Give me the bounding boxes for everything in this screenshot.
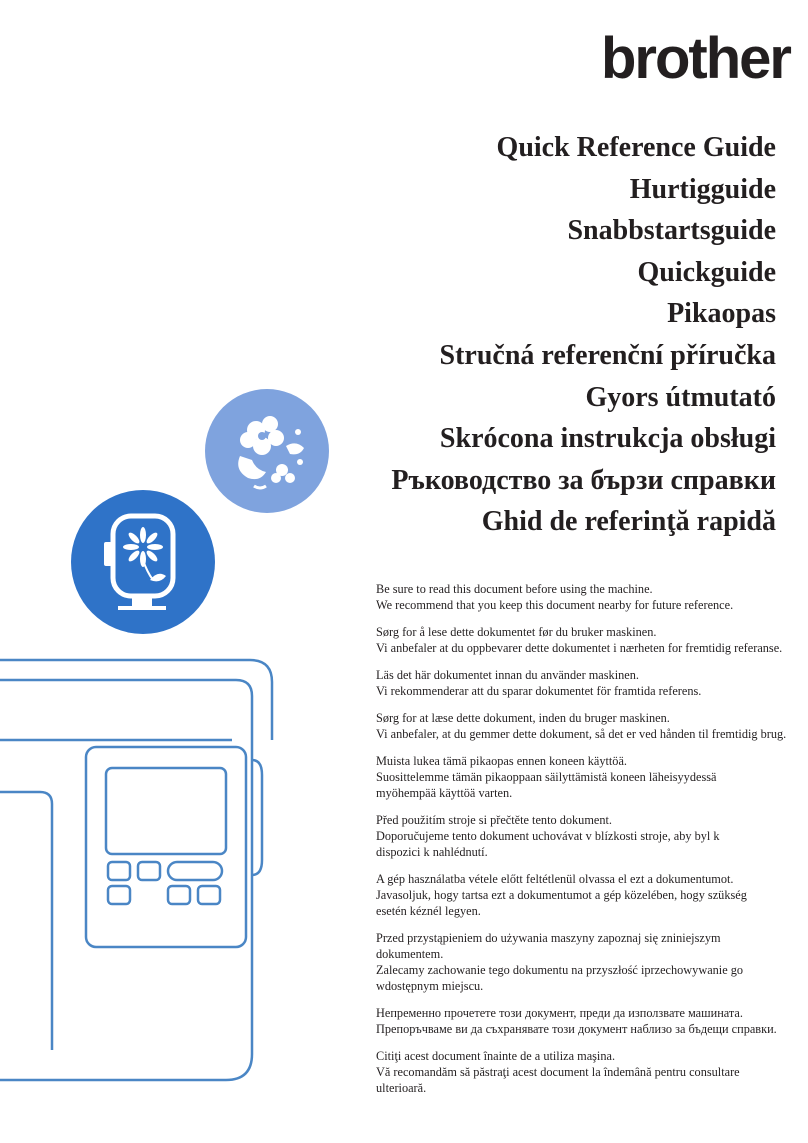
note-line: Zalecamy zachowanie tego dokumentu na przyszłość iprzechowywanie go [376, 963, 744, 977]
note-line: Vi anbefaler, at du gemmer dette dokument, så det er ved hånden til fremtidig brug. [376, 727, 787, 741]
flower-embroidery-icon [205, 389, 329, 513]
note-line: Przed przystąpieniem do używania maszyny zapoznaj się zniniejszym [376, 931, 721, 945]
note-line: A gép használatba vétele előtt feltétlenül olvassa el ezt a dokumentumot. [376, 872, 734, 886]
note-line: Препоръчваме ви да съхранявате този документ наблизо за бъдещи справки. [376, 1022, 777, 1036]
note-line: Vă recomandăm să păstraţi acest document la îndemână pentru consultare [376, 1065, 740, 1079]
note-no [376, 624, 788, 656]
note-line: Vi rekommenderar att du sparar dokumentet för framtida referens. [376, 684, 702, 698]
note-line: Непременно прочетете този документ, преди да използвате машината. [376, 1006, 743, 1020]
note-line: wdostępnym miejscu. [376, 979, 484, 993]
title-cs: Stručná referenční příručka [439, 339, 776, 371]
note-line: Citiţi acest document înainte de a utiliza maşina. [376, 1049, 616, 1063]
note-fi [376, 753, 788, 801]
note-line: Läs det här dokumentet innan du använder maskinen. [376, 668, 639, 682]
embroidery-hoop-icon [71, 490, 215, 634]
note-line: myöhempää käyttöä varten. [376, 786, 513, 800]
title-ro: Ghid de referinţă rapidă [481, 506, 776, 538]
note-bg [376, 1005, 788, 1037]
note-line: dokumentem. [376, 947, 444, 961]
note-line: Vi anbefaler at du oppbevarer dette dokumentet i nærheten for fremtidig referanse. [376, 641, 783, 655]
title-fi: Pikaopas [667, 298, 776, 330]
note-line: We recommend that you keep this document nearby for future reference. [376, 598, 734, 612]
note-line: Doporučujeme tento dokument uchovávat v blízkosti stroje, aby byl k [376, 829, 720, 843]
note-da [376, 710, 788, 742]
usage-notes [376, 581, 788, 1107]
note-line: Muista lukea tämä pikaopas ennen koneen käyttöä. [376, 754, 627, 768]
note-line: Sørg for å lese dette dokumentet før du bruker maskinen. [376, 625, 657, 639]
title-bg: Ръководство за бързи справки [391, 464, 776, 496]
brother-logo: brother [601, 26, 790, 91]
note-hu [376, 871, 788, 919]
title-hu: Gyors útmutató [585, 381, 776, 413]
title-da: Quickguide [637, 256, 776, 288]
note-sv [376, 667, 788, 699]
title-en: Quick Reference Guide [496, 132, 776, 163]
note-line: dispozici k nahlédnutí. [376, 845, 488, 859]
note-line: esetén kéznél legyen. [376, 904, 481, 918]
note-line: Suosittelemme tämän pikaoppaan säilyttämistä koneen läheisyydessä [376, 770, 717, 784]
note-cs [376, 812, 788, 860]
title-pl: Skrócona instrukcja obsługi [439, 423, 776, 455]
note-ro [376, 1048, 788, 1096]
note-line: Javasoljuk, hogy tartsa ezt a dokumentumot a gép közelében, hogy szükség [376, 888, 747, 902]
note-en [376, 581, 788, 613]
note-line: ulterioară. [376, 1081, 427, 1095]
note-line: Před použitím stroje si přečtěte tento dokument. [376, 813, 612, 827]
title-sv: Snabbstartsguide [567, 215, 776, 247]
note-line: Sørg for at læse dette dokument, inden du bruger maskinen. [376, 711, 670, 725]
sewing-machine-illustration [0, 660, 272, 1080]
title-no: Hurtigguide [629, 173, 776, 205]
note-pl [376, 930, 788, 994]
note-line: Be sure to read this document before using the machine. [376, 582, 653, 596]
